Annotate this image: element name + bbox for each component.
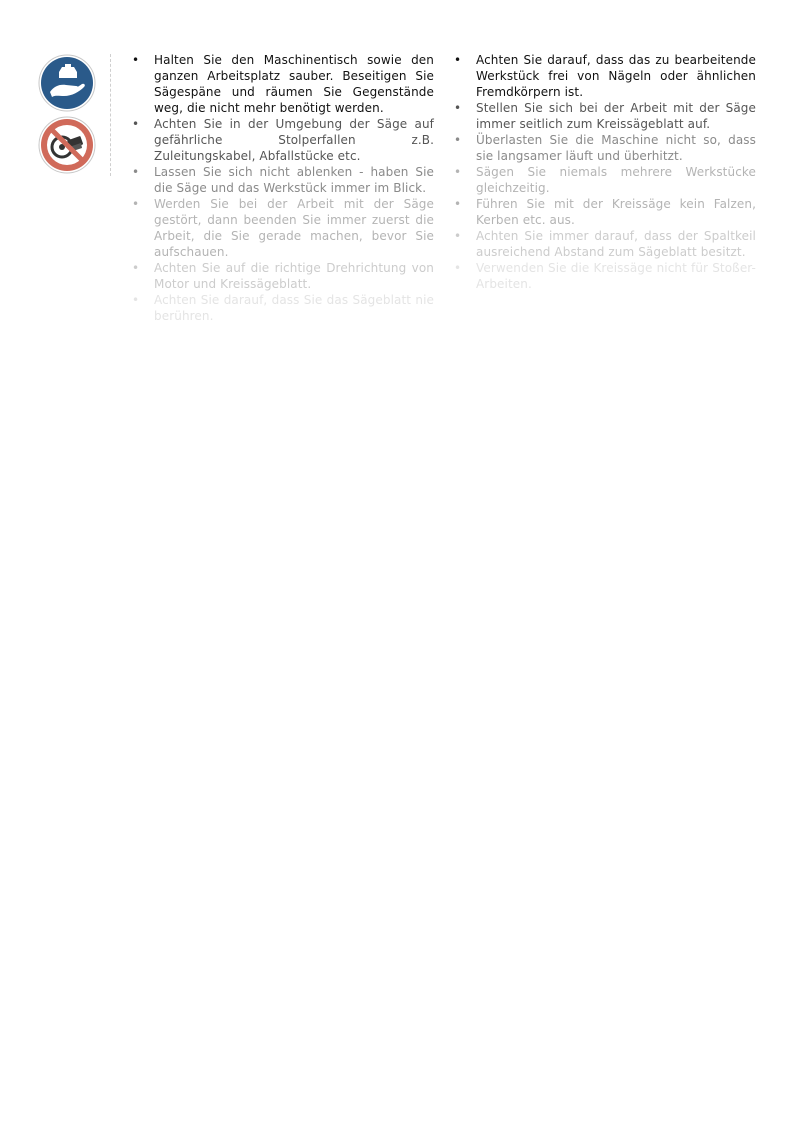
list-item: • Sägen Sie niemals mehrere Werkstücke gleichzeitig. — [454, 165, 756, 195]
list-item: • Achten Sie darauf, dass das zu bearbeitende Werkstück frei von Nägeln oder ähnlichen Fremdkörpern ist. — [454, 53, 756, 99]
list-item: • Halten Sie den Maschinentisch sowie den ganzen Arbeitsplatz sauber. Beseitigen Sie Sägespäne und räumen Sie Gegenstände weg, die nicht mehr benötigt werden. — [132, 53, 434, 115]
no-brush-icon — [38, 116, 96, 174]
bullet-icon: • — [132, 293, 140, 307]
hand-with-cleaning-cloth-icon — [38, 54, 96, 112]
list-item: • Stellen Sie sich bei der Arbeit mit der Säge immer seitlich zum Kreissägeblatt auf. — [454, 101, 756, 131]
bullet-icon: • — [132, 165, 140, 179]
list-item: • Führen Sie mit der Kreissäge kein Falzen, Kerben etc. aus. — [454, 197, 756, 227]
bullet-icon: • — [454, 229, 462, 243]
bullet-icon: • — [454, 261, 462, 275]
list-item: • Achten Sie in der Umgebung der Säge auf gefährliche Stolperfallen z.B. Zuleitungskabel, Abfallstücke etc. — [132, 117, 434, 163]
list-item: • Überlasten Sie die Maschine nicht so, dass sie langsamer läuft und überhitzt. — [454, 133, 756, 163]
list-item: • Achten Sie immer darauf, dass der Spaltkeil ausreichend Abstand zum Sägeblatt besitzt. — [454, 229, 756, 259]
left-safety-list — [132, 52, 434, 323]
bullet-icon: • — [454, 133, 462, 147]
list-item: • Lassen Sie sich nicht ablenken - haben Sie die Säge und das Werkstück immer im Blick. — [132, 165, 434, 195]
list-item: • Werden Sie bei der Arbeit mit der Säge gestört, dann beenden Sie immer zuerst die Arbeit, die Sie gerade machen, bevor Sie aufschauen. — [132, 197, 434, 259]
bullet-icon: • — [132, 197, 140, 211]
right-safety-list — [454, 52, 756, 292]
list-item: • Achten Sie darauf, dass Sie das Sägeblatt nie berühren. — [132, 293, 434, 323]
list-item: • Achten Sie auf die richtige Drehrichtung von Motor und Kreissägeblatt. — [132, 261, 434, 291]
bullet-icon: • — [132, 117, 140, 131]
list-item: • Verwenden Sie die Kreissäge nicht für Stoßer-Arbeiten. — [454, 261, 756, 291]
safety-signs — [38, 54, 96, 178]
bullet-icon: • — [132, 53, 140, 67]
bullet-icon: • — [454, 53, 462, 67]
bullet-icon: • — [454, 101, 462, 115]
bullet-icon: • — [454, 165, 462, 179]
bullet-icon: • — [132, 261, 140, 275]
column-divider — [110, 54, 111, 176]
bullet-icon: • — [454, 197, 462, 211]
